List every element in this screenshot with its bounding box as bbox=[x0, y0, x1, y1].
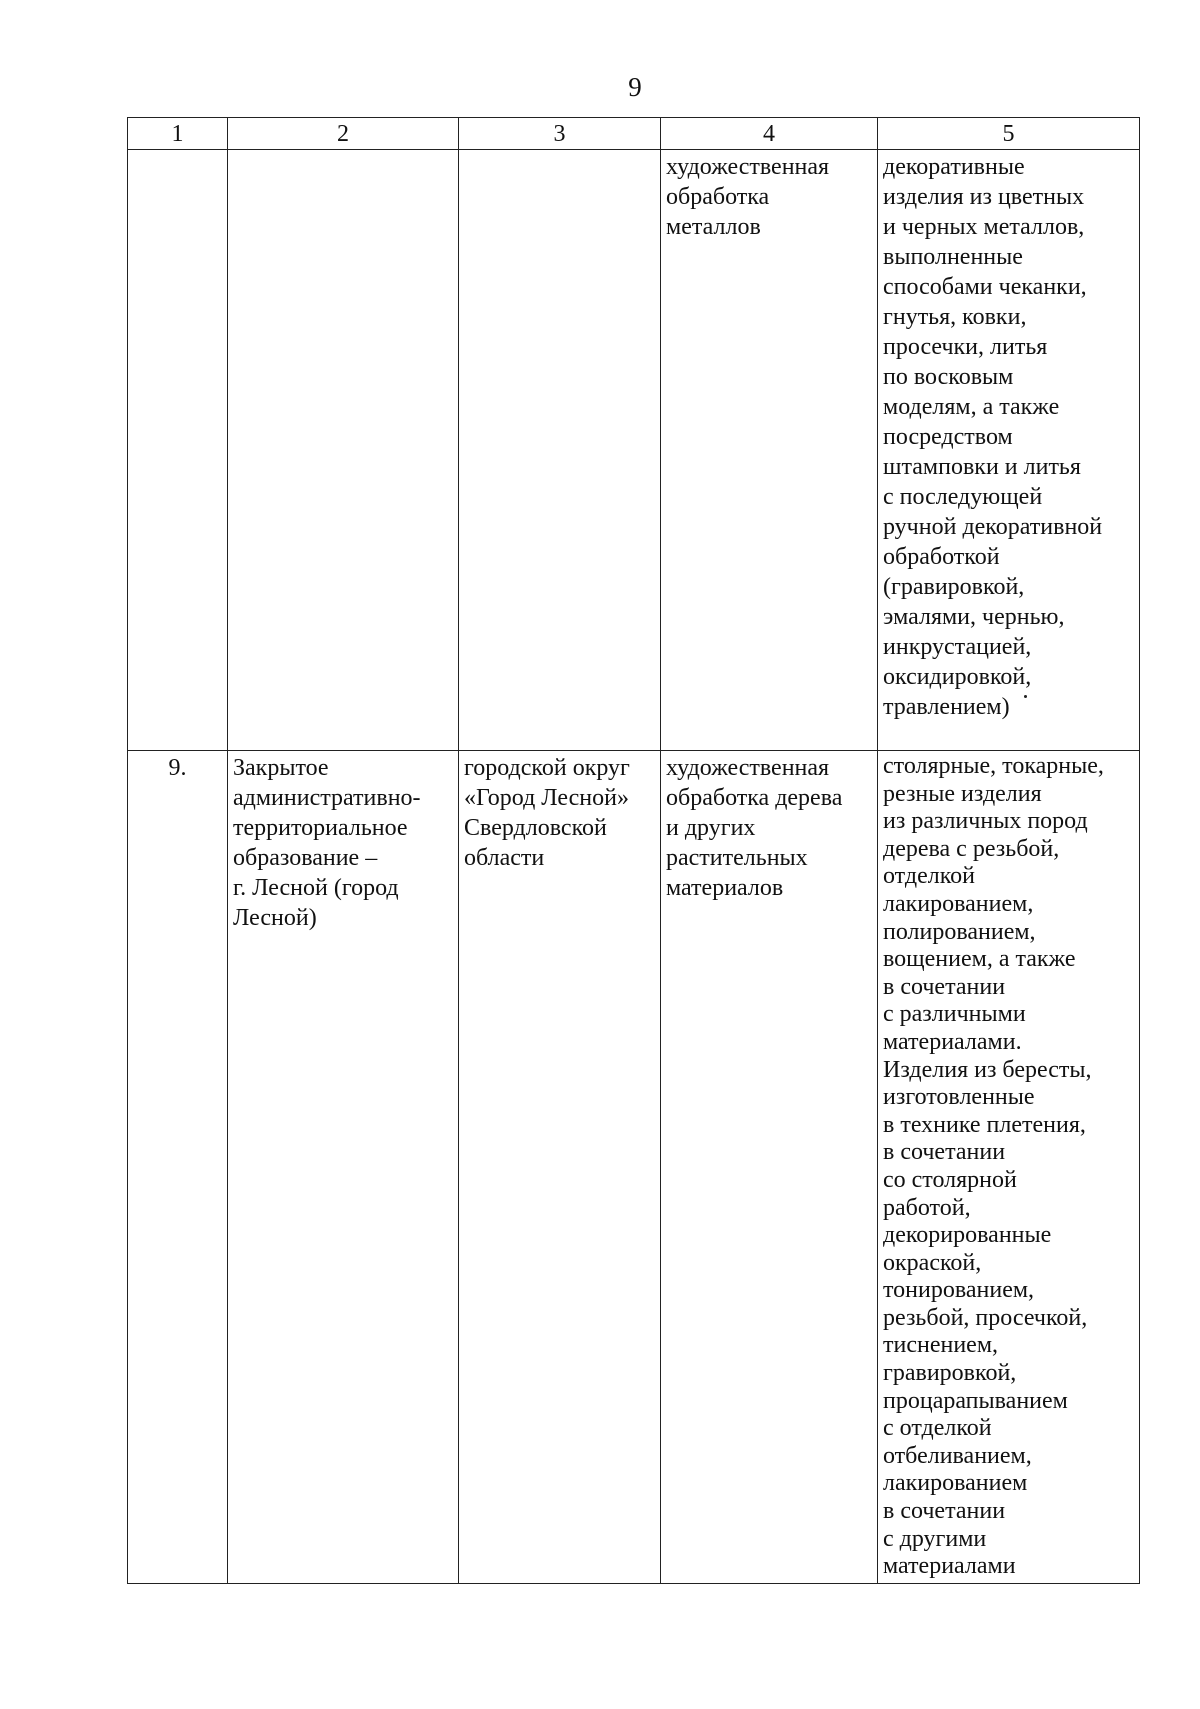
text-line: Закрытое bbox=[233, 755, 329, 781]
table-row-9 bbox=[128, 751, 1140, 1584]
text-line: гнутья, ковки, bbox=[883, 304, 1027, 330]
page-number: 9 bbox=[628, 72, 642, 102]
craft-type-cell bbox=[661, 751, 878, 1584]
text-line: посредством bbox=[883, 424, 1013, 450]
row-number: 9. bbox=[128, 751, 228, 1584]
text-line: обработкой bbox=[883, 544, 1000, 570]
text-line: образование – bbox=[233, 845, 378, 871]
text-line: (гравировкой, bbox=[883, 574, 1025, 600]
text-line: столярные, токарные, bbox=[883, 753, 1104, 779]
text-line: окраской, bbox=[883, 1249, 982, 1276]
continued-cell-2 bbox=[228, 150, 459, 751]
column-header-5: 5 bbox=[878, 118, 1140, 150]
text-line: растительных bbox=[666, 845, 808, 871]
text-line: с последующей bbox=[883, 484, 1043, 510]
text-line: дерева с резьбой, bbox=[883, 835, 1060, 862]
text-line: и черных металлов, bbox=[883, 214, 1085, 240]
text-line: резьбой, просечкой, bbox=[883, 1304, 1088, 1331]
text-line: материалами. bbox=[883, 1028, 1022, 1055]
text-line: художественная bbox=[666, 755, 830, 781]
text-line: металлов bbox=[666, 214, 761, 240]
text-line: области bbox=[464, 845, 545, 871]
text-line: полированием, bbox=[883, 918, 1036, 945]
text-line: с другими bbox=[883, 1525, 987, 1552]
text-line: ручной декоративной bbox=[883, 514, 1103, 540]
text-line: декоративные bbox=[883, 154, 1025, 180]
text-line: оксидировкой, bbox=[883, 664, 1032, 690]
text-line: изготовленные bbox=[883, 1084, 1035, 1111]
text-line: административно- bbox=[233, 785, 421, 811]
table-row-continued bbox=[128, 150, 1140, 751]
text-line: территориальное bbox=[233, 815, 408, 841]
text-line: инкрустацией, bbox=[883, 634, 1032, 660]
document-table bbox=[127, 117, 1140, 1584]
text-line: со столярной bbox=[883, 1166, 1017, 1193]
text-line: выполненные bbox=[883, 244, 1023, 270]
text-line: художественная bbox=[666, 154, 830, 180]
text-line: эмалями, чернью, bbox=[883, 604, 1065, 630]
text-line: лакированием, bbox=[883, 890, 1034, 917]
text-line: декорированные bbox=[883, 1222, 1052, 1249]
continued-cell-5 bbox=[878, 150, 1140, 751]
text-line: вощением, а также bbox=[883, 946, 1076, 973]
text-line: Лесной) bbox=[233, 905, 317, 931]
text-line: процарапыванием bbox=[883, 1387, 1068, 1414]
text-line: резные изделия bbox=[883, 780, 1042, 807]
text-line: с различными bbox=[883, 1001, 1026, 1028]
stray-dot-mark bbox=[1024, 695, 1027, 698]
text-line: тиснением, bbox=[883, 1332, 999, 1359]
text-line: отбеливанием, bbox=[883, 1442, 1032, 1469]
text-line: работой, bbox=[883, 1194, 971, 1221]
text-line: гравировкой, bbox=[883, 1360, 1017, 1387]
continued-cell-4 bbox=[661, 150, 878, 751]
column-header-4: 4 bbox=[661, 118, 878, 150]
text-line: по восковым bbox=[883, 364, 1014, 390]
text-line: в сочетании bbox=[883, 1498, 1006, 1525]
text-line: с отделкой bbox=[883, 1415, 992, 1442]
text-line: городской округ bbox=[464, 755, 630, 781]
text-line: просечки, литья bbox=[883, 334, 1048, 360]
text-line: штамповки и литья bbox=[883, 454, 1081, 480]
continued-cell-1 bbox=[128, 150, 228, 751]
text-line: в технике плетения, bbox=[883, 1111, 1086, 1138]
text-line: тонированием, bbox=[883, 1277, 1035, 1304]
text-line: в сочетании bbox=[883, 973, 1006, 1000]
text-line: обработка дерева bbox=[666, 785, 843, 811]
products-cell bbox=[878, 751, 1140, 1584]
text-line: Изделия из бересты, bbox=[883, 1056, 1092, 1083]
column-header-2: 2 bbox=[228, 118, 459, 150]
text-line: из различных пород bbox=[883, 808, 1088, 835]
text-line: моделям, а также bbox=[883, 394, 1060, 420]
column-header-1: 1 bbox=[128, 118, 228, 150]
text-line: лакированием bbox=[883, 1470, 1028, 1497]
text-line: отделкой bbox=[883, 863, 975, 890]
column-header-3: 3 bbox=[459, 118, 661, 150]
text-line: изделия из цветных bbox=[883, 184, 1085, 210]
continued-cell-3 bbox=[459, 150, 661, 751]
territory-cell bbox=[228, 751, 459, 1584]
header-row bbox=[128, 118, 1140, 150]
text-line: травлением) bbox=[883, 692, 1134, 722]
text-line: материалов bbox=[666, 875, 784, 901]
municipality-cell bbox=[459, 751, 661, 1584]
text-line: Свердловской bbox=[464, 815, 607, 841]
text-line: и других bbox=[666, 815, 756, 841]
text-line: в сочетании bbox=[883, 1139, 1006, 1166]
text-line: «Город Лесной» bbox=[464, 785, 629, 811]
text-line: г. Лесной (город bbox=[233, 875, 399, 901]
text-line: материалами bbox=[883, 1553, 1016, 1580]
text-line: способами чеканки, bbox=[883, 274, 1087, 300]
text-line: обработка bbox=[666, 184, 770, 210]
